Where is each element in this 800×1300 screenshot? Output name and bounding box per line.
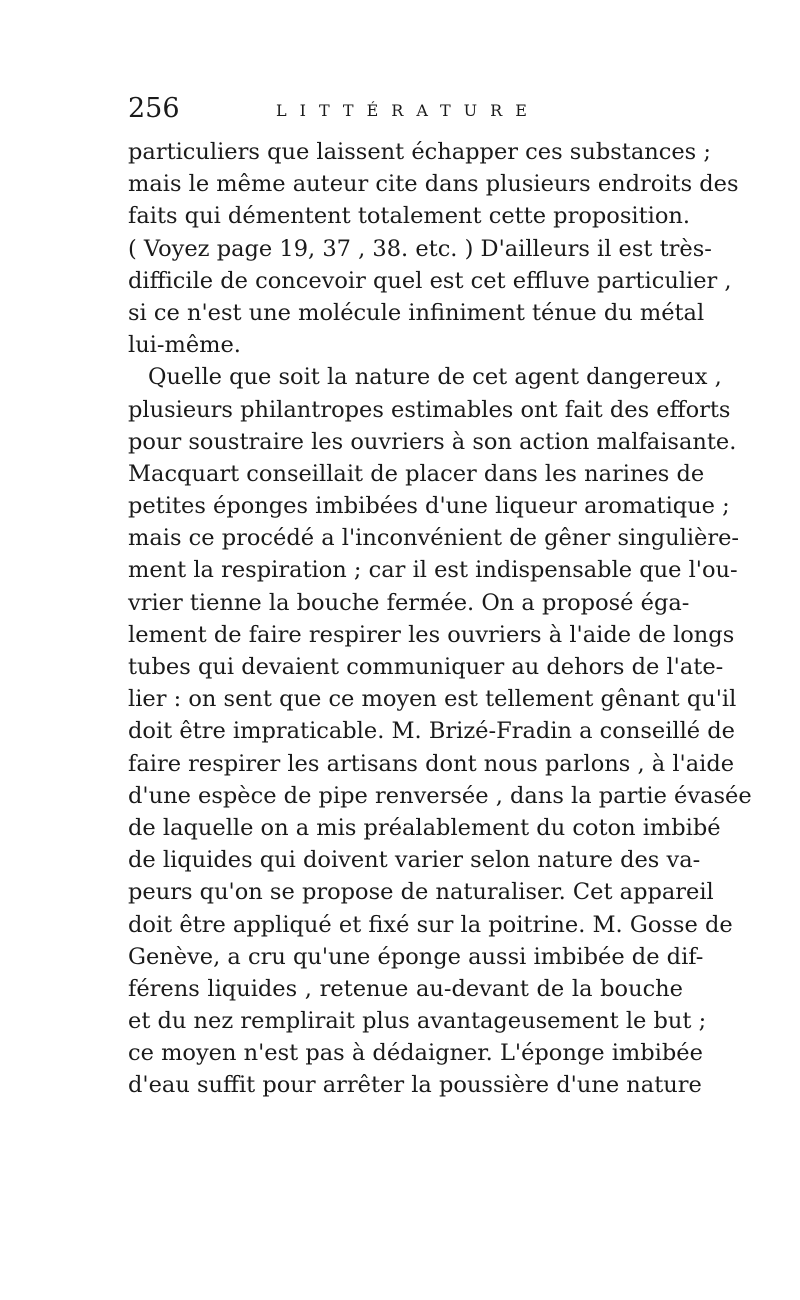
text-line: et du nez remplirait plus avantageusement le but ; <box>128 1008 707 1035</box>
text-line: mais ce procédé a l'inconvénient de gêner singulière- <box>128 525 740 552</box>
running-title: LITTÉRATURE <box>276 101 540 120</box>
page-header <box>128 92 688 132</box>
text-line: doit être impraticable. M. Brizé-Fradin a conseillé de <box>128 718 735 745</box>
text-line: si ce n'est une molécule infiniment ténue du métal <box>128 299 705 326</box>
text-line: lier : on sent que ce moyen est tellement gênant qu'il <box>128 686 737 713</box>
text-line: de liquides qui doivent varier selon nature des va- <box>128 847 701 874</box>
text-line: ce moyen n'est pas à dédaigner. L'éponge imbibée <box>128 1040 703 1067</box>
text-line: de laquelle on a mis préalablement du coton imbibé <box>128 814 721 841</box>
text-line: faire respirer les artisans dont nous parlons , à l'aide <box>128 750 735 777</box>
text-line: d'eau suffit pour arrêter la poussière d'une nature <box>128 1072 702 1099</box>
body-text <box>128 136 752 1102</box>
text-line: Quelle que soit la nature de cet agent dangereux , <box>148 364 722 391</box>
text-line: vrier tienne la bouche fermée. On a proposé éga- <box>128 589 690 616</box>
text-line: difficile de concevoir quel est cet effluve particulier , <box>128 267 732 294</box>
text-line: petites éponges imbibées d'une liqueur aromatique ; <box>128 493 730 520</box>
text-line: tubes qui devaient communiquer au dehors de l'ate- <box>128 654 724 680</box>
text-line: peurs qu'on se propose de naturaliser. Cet appareil <box>128 879 714 906</box>
text-line: doit être appliqué et fixé sur la poitrine. M. Gosse de <box>128 911 733 938</box>
text-line: lui-même. <box>128 332 241 359</box>
text-line: Genève, a cru qu'une éponge aussi imbibée de dif- <box>128 943 704 970</box>
text-line: mais le même auteur cite dans plusieurs endroits des <box>128 171 739 198</box>
text-line: faits qui démentent totalement cette proposition. <box>128 203 691 230</box>
page-number: 256 <box>128 93 180 124</box>
text-line: lement de faire respirer les ouvriers à l'aide de longs <box>128 621 735 648</box>
text-line: d'une espèce de pipe renversée , dans la partie évasée <box>128 782 752 809</box>
text-line: ment la respiration ; car il est indispensable que l'ou- <box>128 557 738 584</box>
text-line: Macquart conseillait de placer dans les narines de <box>128 460 705 487</box>
text-line: férens liquides , retenue au-devant de la bouche <box>128 975 683 1002</box>
text-line: pour soustraire les ouvriers à son action malfaisante. <box>128 428 737 455</box>
text-line: ( Voyez page 19, 37 , 38. etc. ) D'ailleurs il est très- <box>128 235 712 262</box>
text-line: particuliers que laissent échapper ces substances ; <box>128 139 711 165</box>
text-line: plusieurs philantropes estimables ont fait des efforts <box>128 396 731 423</box>
